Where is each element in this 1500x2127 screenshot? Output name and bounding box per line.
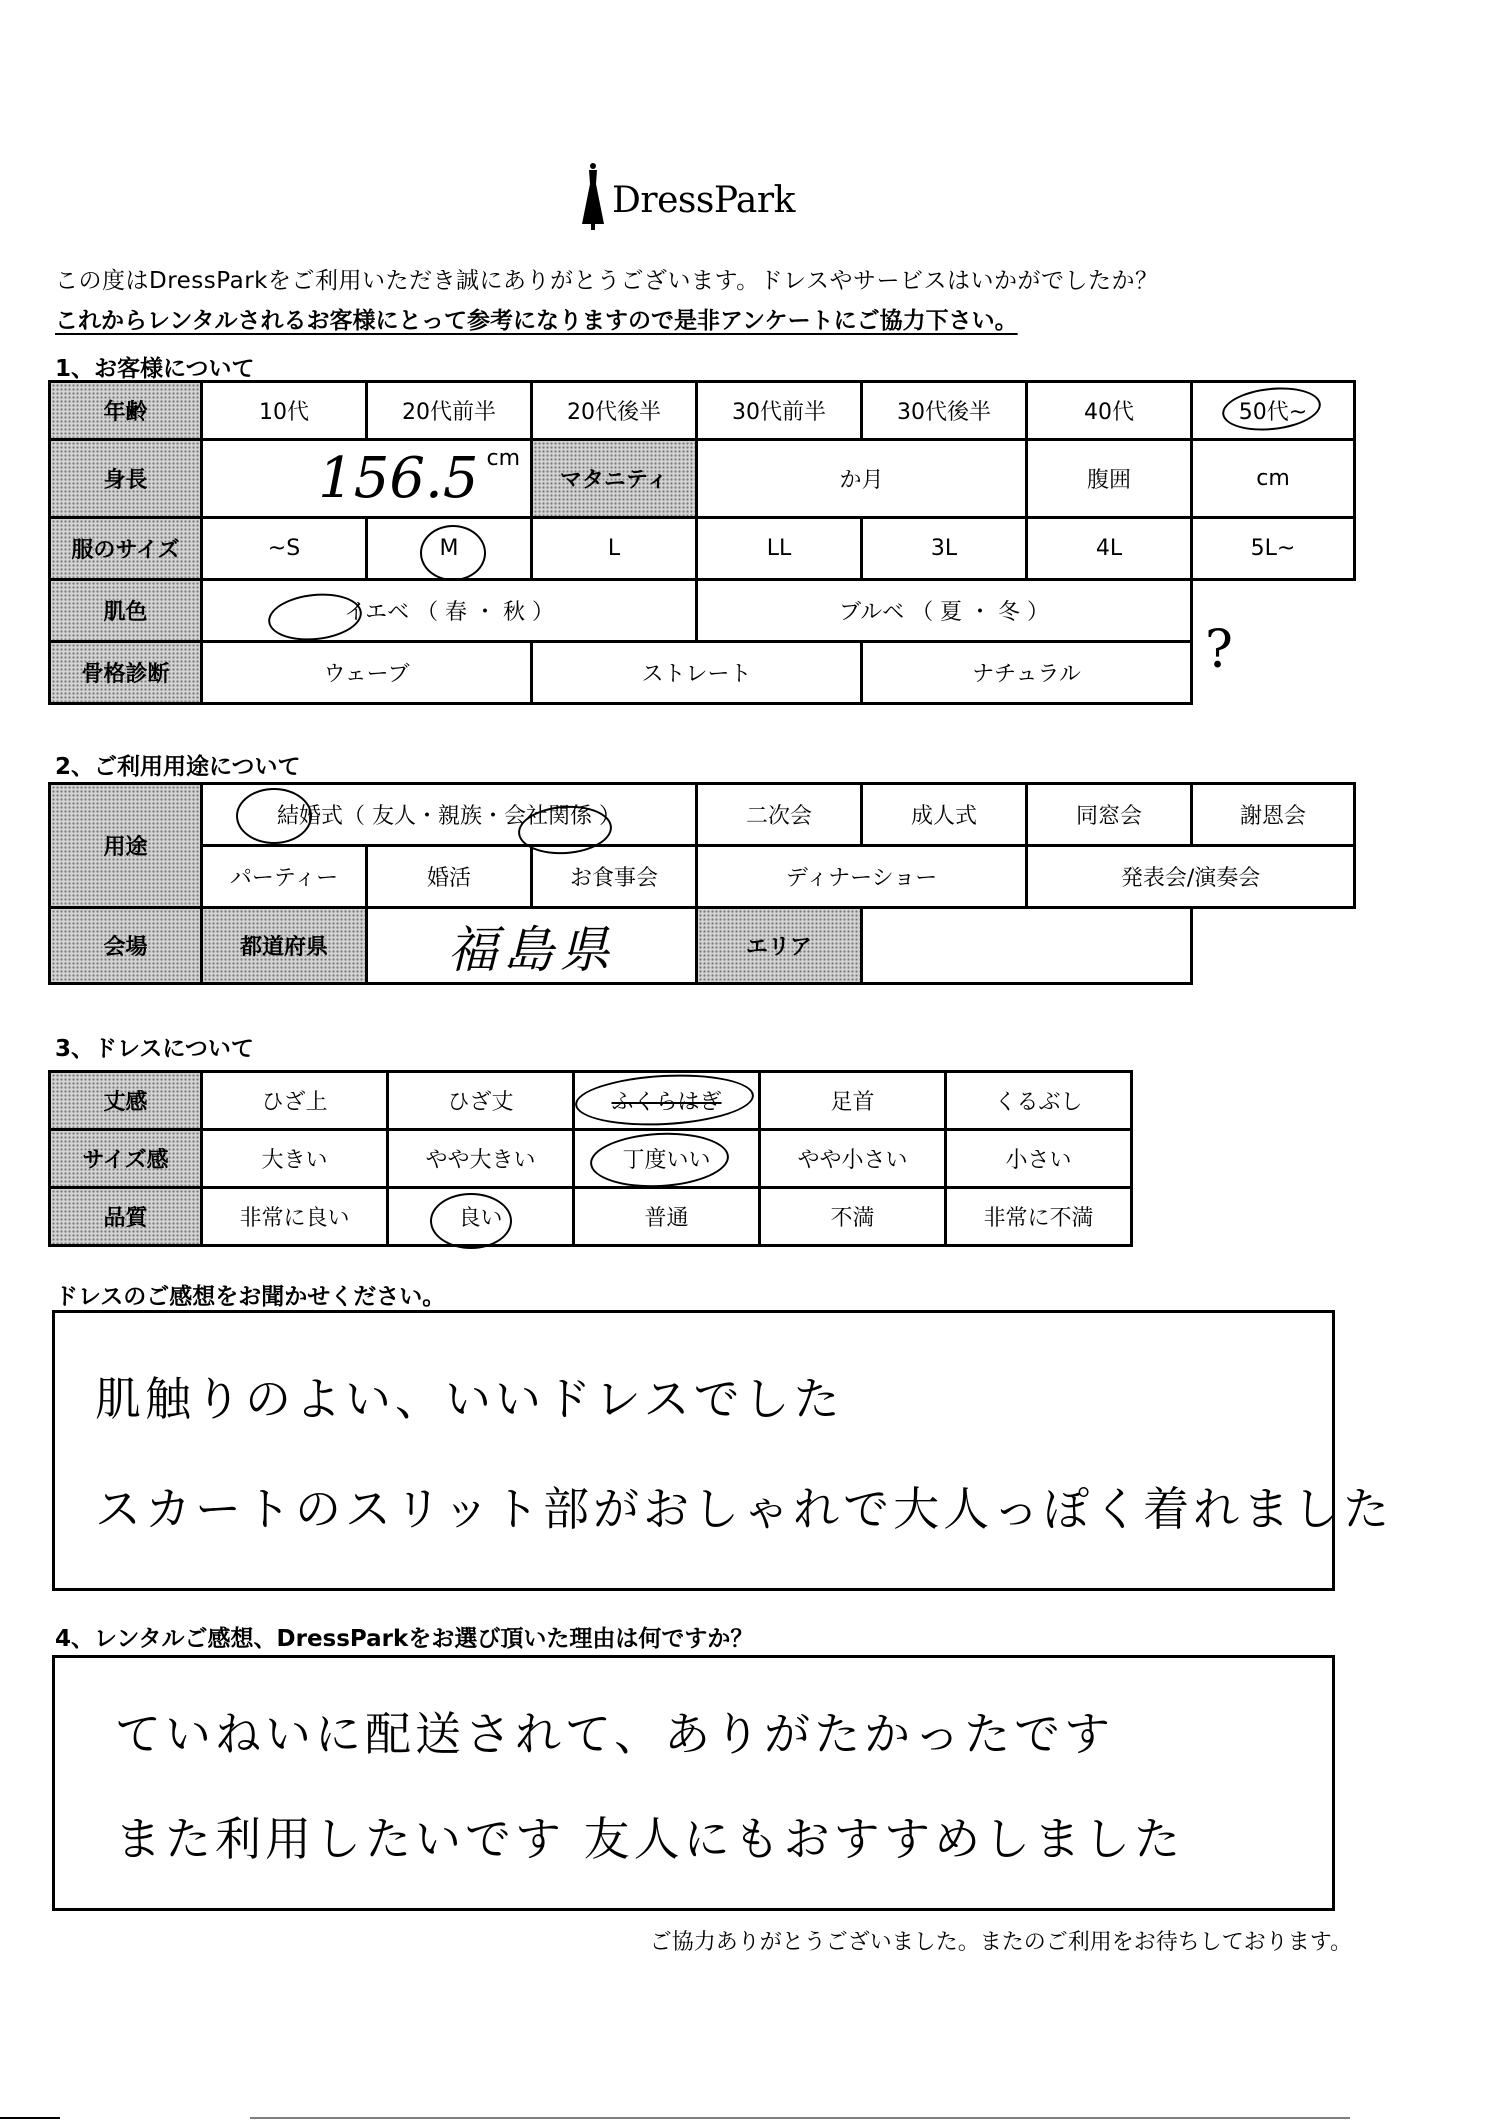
frame-option[interactable]: ストレート — [532, 642, 862, 704]
selection-circle — [236, 788, 312, 844]
purpose-option[interactable]: 婚活 — [367, 846, 532, 908]
size-option[interactable]: 5L~ — [1192, 518, 1355, 580]
scan-edge — [250, 2117, 1350, 2119]
skin-yellow-option[interactable]: イエベ （ 春 ・ 秋 ） — [202, 580, 697, 642]
purpose-option[interactable]: ディナーショー — [697, 846, 1027, 908]
height-value: 156.5 — [318, 446, 479, 511]
impressions-box[interactable] — [52, 1310, 1394, 1591]
frame-label: 骨格診断 — [50, 642, 202, 704]
dress-icon — [578, 162, 608, 230]
frame-option[interactable]: ウェーブ — [202, 642, 532, 704]
length-option[interactable]: 足首 — [760, 1072, 946, 1130]
length-option[interactable]: ひざ丈 — [388, 1072, 574, 1130]
fit-label: サイズ感 — [50, 1130, 202, 1188]
skin-blue-option[interactable]: ブルベ （ 夏 ・ 冬 ） — [697, 580, 1192, 642]
age-option[interactable]: 10代 — [202, 382, 367, 440]
logo-text: DressPark — [612, 180, 795, 221]
purpose-option[interactable]: お食事会 — [532, 846, 697, 908]
maternity-label: マタニティ — [532, 440, 697, 518]
customer-table — [48, 380, 1356, 705]
venue-label: 会場 — [50, 908, 202, 984]
frame-option[interactable]: ナチュラル — [862, 642, 1192, 704]
purpose-wedding[interactable]: 結婚式（ 友人・親族・会社関係 ） — [202, 784, 697, 846]
fit-option[interactable]: 小さい — [946, 1130, 1132, 1188]
length-option[interactable]: ひざ上 — [202, 1072, 388, 1130]
purpose-option[interactable]: 二次会 — [697, 784, 862, 846]
impressions-prompt: ドレスのご感想をお聞かせください。 — [55, 1284, 446, 1310]
impressions-line2: スカートのスリット部がおしゃれで大人っぽく着れました — [95, 1482, 1394, 1536]
size-option[interactable]: 4L — [1027, 518, 1192, 580]
size-option[interactable]: 3L — [862, 518, 1027, 580]
selection-circle — [420, 525, 486, 581]
quality-label: 品質 — [50, 1188, 202, 1246]
size-option-selected[interactable]: M — [367, 518, 532, 580]
quality-option[interactable]: 普通 — [574, 1188, 760, 1246]
section2-title: 2、ご利用用途について — [55, 754, 301, 780]
size-option[interactable]: ~S — [202, 518, 367, 580]
fit-option-selected[interactable]: 丁度いい — [574, 1130, 760, 1188]
fit-option[interactable]: やや大きい — [388, 1130, 574, 1188]
age-option-selected[interactable]: 50代~ — [1192, 382, 1355, 440]
thanks-message: ご協力ありがとうございました。またのご利用をお待ちしております。 — [649, 1930, 1352, 1955]
size-option[interactable]: L — [532, 518, 697, 580]
purpose-option[interactable]: 謝恩会 — [1192, 784, 1355, 846]
quality-option[interactable]: 不満 — [760, 1188, 946, 1246]
maternity-months[interactable]: か月 — [697, 440, 1027, 518]
height-unit: cm — [486, 446, 520, 471]
purpose-option[interactable]: 同窓会 — [1027, 784, 1192, 846]
size-label: 服のサイズ — [50, 518, 202, 580]
age-option[interactable]: 40代 — [1027, 382, 1192, 440]
impressions-line1: 肌触りのよい、いいドレスでした — [95, 1372, 844, 1426]
size-option[interactable]: LL — [697, 518, 862, 580]
prefecture-label: 都道府県 — [202, 908, 367, 984]
reasons-line1: ていねいに配送されて、ありがたかったです — [115, 1707, 1115, 1761]
prefecture-value: 福島県 — [447, 920, 616, 979]
purpose-label: 用途 — [50, 784, 202, 908]
prefecture-field[interactable] — [367, 908, 697, 984]
reasons-line2: また利用したいです 友人にもおすすめしました — [115, 1812, 1185, 1866]
age-option[interactable]: 30代前半 — [697, 382, 862, 440]
fit-option[interactable]: やや小さい — [760, 1130, 946, 1188]
waist-label: 腹囲 — [1027, 440, 1192, 518]
skin-label: 肌色 — [50, 580, 202, 642]
intro-text: この度はDressParkをご利用いただき誠にありがとうございます。ドレスやサービスはいかがでしたか？ — [55, 268, 1159, 294]
section4-title: 4、レンタルご感想、DressParkをお選び頂いた理由は何ですか？ — [55, 1626, 754, 1652]
age-label: 年齢 — [50, 382, 202, 440]
waist-unit[interactable]: cm — [1192, 440, 1355, 518]
reasons-box[interactable] — [52, 1655, 1335, 1911]
logo — [570, 162, 810, 232]
area-label: エリア — [697, 908, 862, 984]
purpose-option[interactable]: 発表会/演奏会 — [1027, 846, 1355, 908]
length-label: 丈感 — [50, 1072, 202, 1130]
scan-edge — [0, 2117, 60, 2119]
quality-option-selected[interactable]: 良い — [388, 1188, 574, 1246]
quality-option[interactable]: 非常に不満 — [946, 1188, 1132, 1246]
section1-title: 1、お客様について — [55, 356, 255, 382]
length-option[interactable]: くるぶし — [946, 1072, 1132, 1130]
area-field[interactable] — [862, 908, 1192, 984]
venue-blank — [1192, 908, 1355, 984]
age-option[interactable]: 30代後半 — [862, 382, 1027, 440]
height-label: 身長 — [50, 440, 202, 518]
height-field[interactable] — [202, 440, 532, 518]
quality-option[interactable]: 非常に良い — [202, 1188, 388, 1246]
age-option[interactable]: 20代前半 — [367, 382, 532, 440]
handwritten-question-mark: ? — [1205, 620, 1233, 680]
age-option[interactable]: 20代後半 — [532, 382, 697, 440]
section3-title: 3、ドレスについて — [55, 1036, 254, 1062]
purpose-option[interactable]: パーティー — [202, 846, 367, 908]
length-option-selected[interactable]: ふくらはぎ — [574, 1072, 760, 1130]
intro-request: これからレンタルされるお客様にとって参考になりますので是非アンケートにご協力下さい。 — [55, 308, 1018, 334]
selection-circle — [430, 1193, 512, 1249]
purpose-option[interactable]: 成人式 — [862, 784, 1027, 846]
fit-option[interactable]: 大きい — [202, 1130, 388, 1188]
